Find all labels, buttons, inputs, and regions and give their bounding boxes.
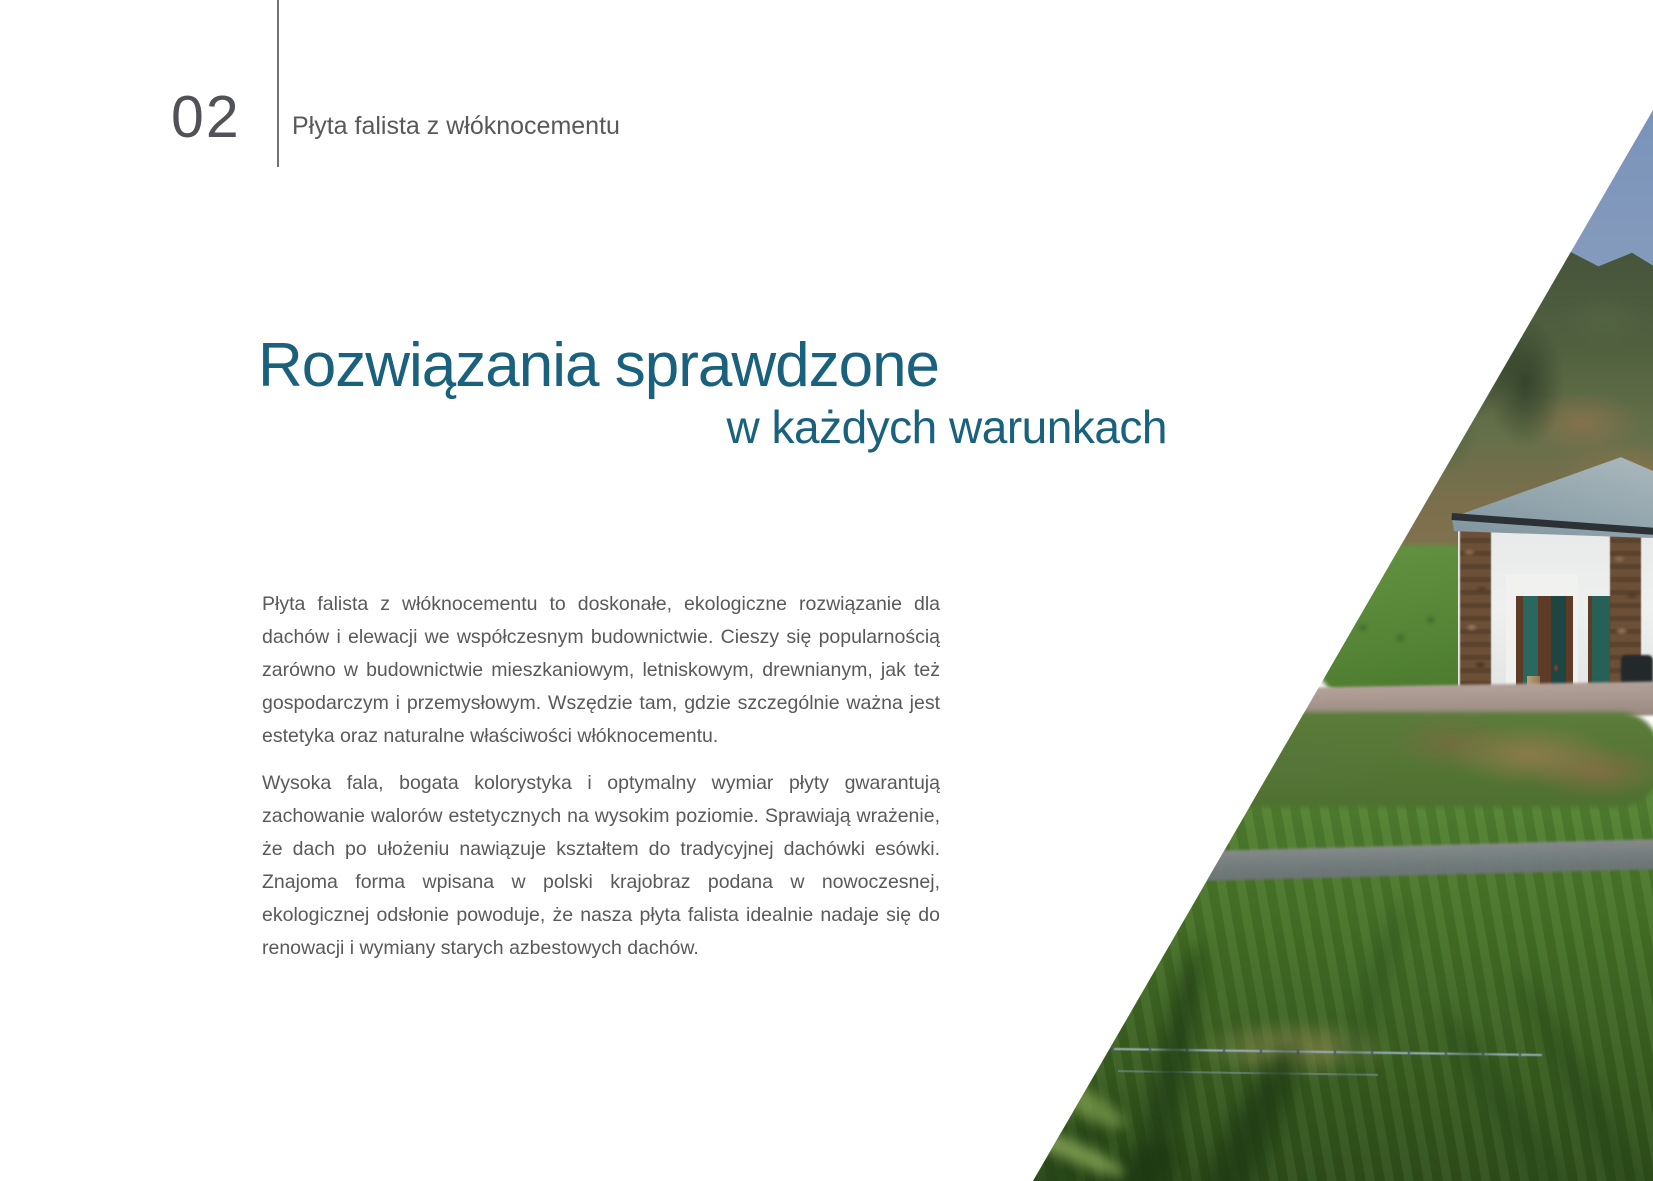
header-divider [277,0,279,167]
photo-green-field [1318,545,1468,695]
photo-scrub-band [1140,712,1653,807]
body-copy [262,588,940,979]
headline-line-2: w każdych warunkach [726,401,1167,453]
headline-line-1: Rozwiązania sprawdzone [258,331,940,400]
body-paragraph-1: Płyta falista z włóknocementu to doskonałe, ekologiczne rozwiązanie dla dachów i elewacji we współczesnym budownictwie. Cieszy się popularnością zarówno w budownictwie mieszkaniowym, letniskowym, drewnianym, jak też gospodarczym i przemysłowym. Wszędzie tam, gdzie szczególnie ważna jest estetyka oraz naturalne właściwości włóknocementu. [262,593,940,747]
section-title: Płyta falista z włóknocementu [292,112,620,140]
page-number: 02 [171,84,241,150]
body-paragraph-2: Wysoka fala, bogata kolorystyka i optymalny wymiar płyty gwarantują zachowanie walorów estetycznych na wysokim poziomie. Sprawiają wrażenie, że dach po ułożeniu nawiązuje kształtem do tradycyjnej dachówki esówki. Znajoma forma wpisana w polski krajobraz podana w nowoczesnej, ekologicznej odsłonie powoduje, że nasza płyta falista idealnie nadaje się do renowacji i wymiany starych azbestowych dachów. [262,772,940,959]
